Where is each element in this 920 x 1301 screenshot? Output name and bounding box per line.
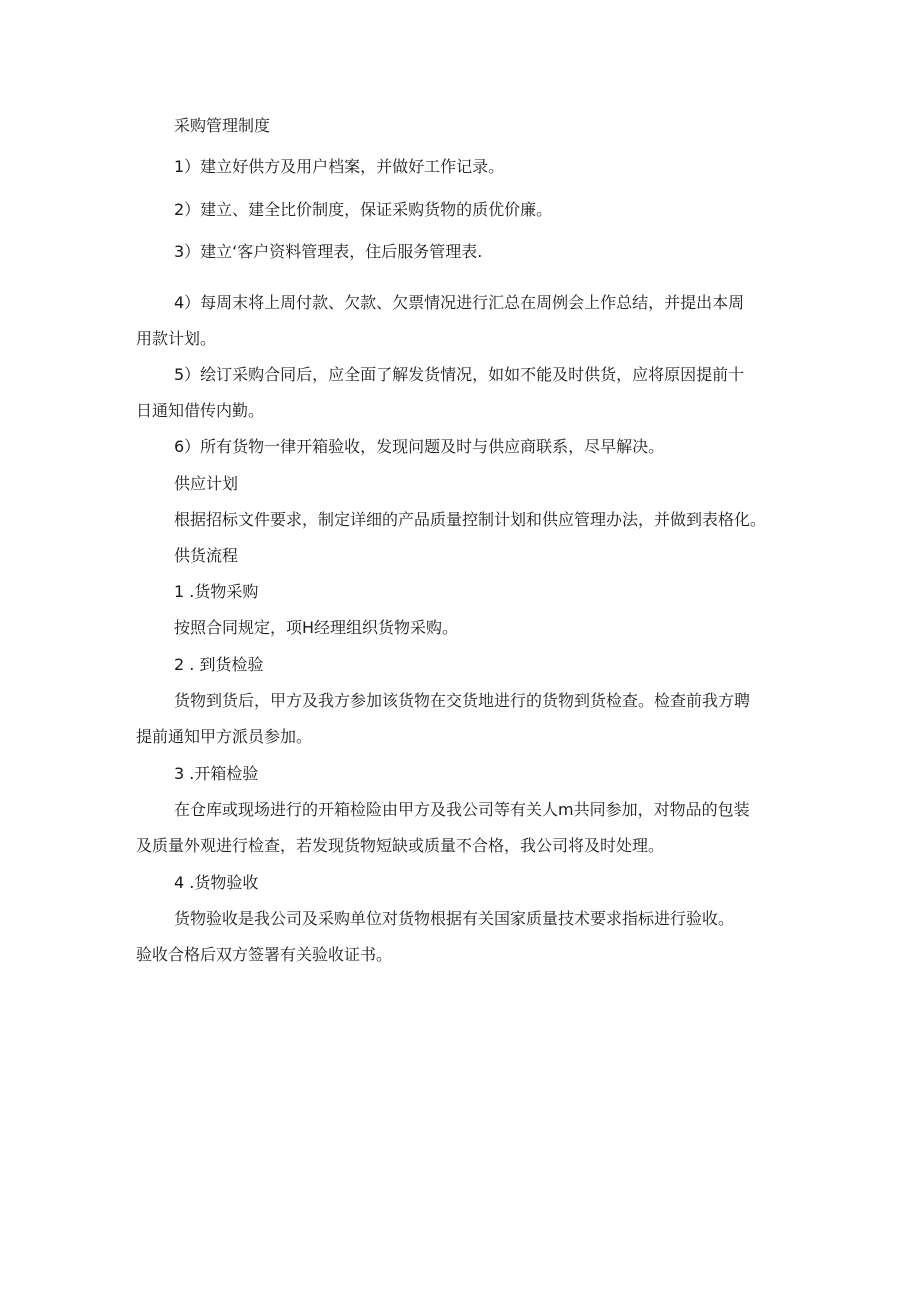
step-2-heading: 2 . 到货检验 [174,655,264,674]
step-4-text-line-1: 货物验收是我公司及采购单位对货物根据有关国家质量技术要求指标进行验收。 [174,909,735,928]
step-1-text: 按照合同规定，项H经理组织货物采购。 [174,618,459,637]
supply-plan-text: 根据招标文件要求，制定详细的产品质量控制计划和供应管理办法，并做到表格化。 [174,510,767,529]
step-4-heading: 4 .货物验收 [174,873,259,892]
item-4-line-1: 4）每周末将上周付款、欠款、欠票情况进行汇总在周例会上作总结，并提出本周 [174,293,745,312]
item-4-line-2: 用款计划。 [136,329,217,348]
step-3-heading: 3 .开箱检验 [174,764,259,783]
supply-plan-heading: 供应计划 [174,474,239,493]
step-4-text-line-2: 验收合格后双方签署有关验收证书。 [136,945,393,964]
item-6: 6）所有货物一律开箱验收，发现问题及时与供应商联系，尽早解决。 [174,437,665,456]
step-2-text-line-1: 货物到货后，甲方及我方参加该货物在交货地进行的货物到货检查。检查前我方聘 [174,691,751,710]
item-1: 1）建立好供方及用户档案，并做好工作记录。 [174,157,505,176]
item-5-line-1: 5）绘订采购合同后，应全面了解发货情况，如如不能及时供货，应将原因提前十 [174,365,745,384]
step-2-text-line-2: 提前通知甲方派员参加。 [136,727,313,746]
item-3: 3）建立‘客户资料管理表，住后服务管理表. [174,242,483,261]
step-3-text-line-2: 及质量外观进行检查，若发现货物短缺或质量不合格，我公司将及时处理。 [136,836,665,855]
supply-flow-heading: 供货流程 [174,546,239,565]
step-3-text-line-1: 在仓库或现场进行的开箱检险由甲方及我公司等有关人m共同参加，对物品的包装 [174,800,750,819]
step-1-heading: 1 .货物采购 [174,582,259,601]
document-title: 采购管理制度 [174,116,271,135]
item-5-line-2: 日通知借传内勤。 [136,401,265,420]
item-2: 2）建立、建全比价制度，保证采购货物的质优价廉。 [174,200,553,219]
